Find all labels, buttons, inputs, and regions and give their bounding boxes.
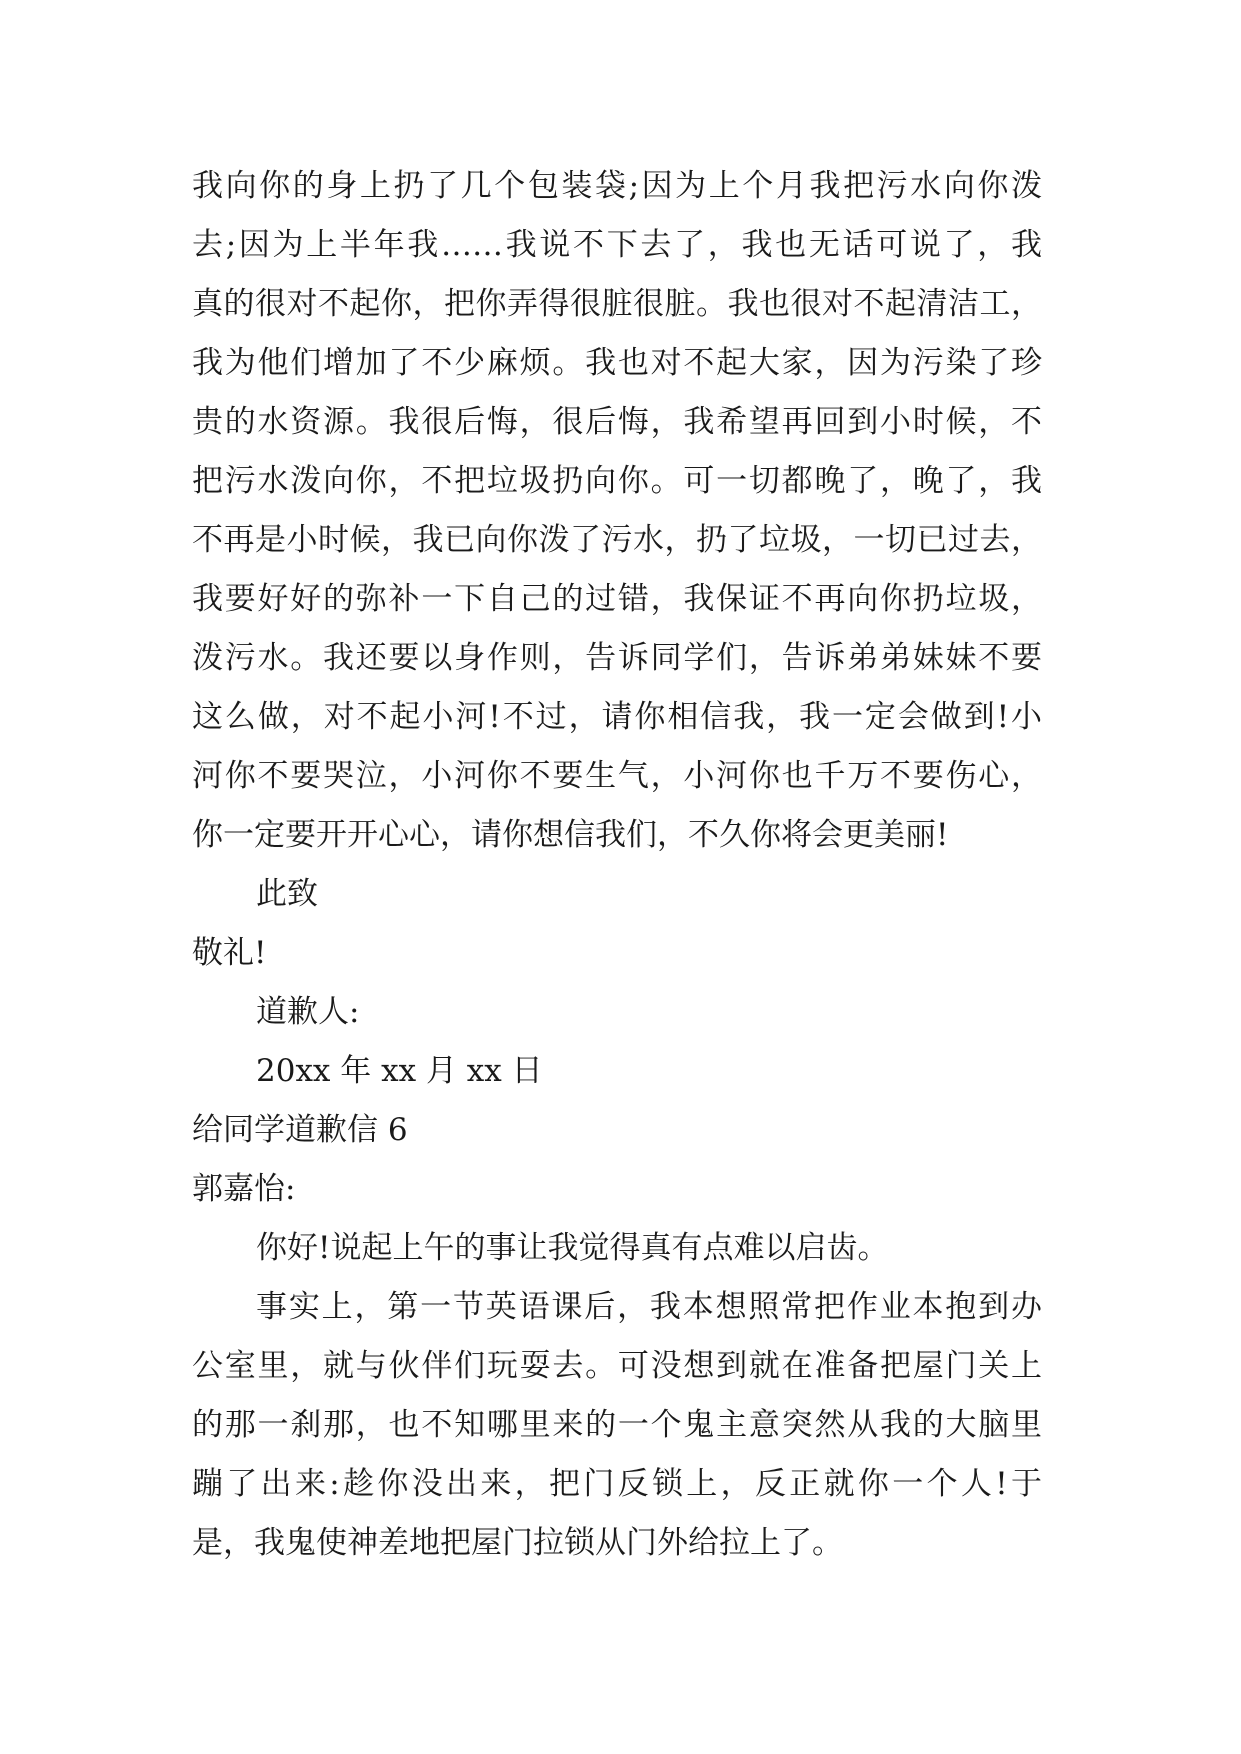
body-line: 贵的水资源。我很后悔，很后悔，我希望再回到小时候，不 xyxy=(192,404,1042,440)
greeting: 郭嘉怡: xyxy=(192,1171,296,1207)
closing: 此致 xyxy=(256,876,318,912)
body-line: 我向你的身上扔了几个包装袋;因为上个月我把污水向你泼 xyxy=(192,168,1042,204)
paragraph-line: 蹦了出来:趁你没出来，把门反锁上，反正就你一个人!于 xyxy=(192,1466,1042,1502)
date: 20xx 年 xx 月 xx 日 xyxy=(256,1053,543,1089)
paragraph-line: 的那一刹那，也不知哪里来的一个鬼主意突然从我的大脑里 xyxy=(192,1407,1042,1443)
body-line: 去;因为上半年我……我说不下去了，我也无话可说了，我 xyxy=(192,227,1042,263)
paragraph-line: 公室里，就与伙伴们玩耍去。可没想到就在准备把屋门关上 xyxy=(192,1348,1042,1384)
paragraph-line: 你好!说起上午的事让我觉得真有点难以启齿。 xyxy=(256,1230,889,1266)
body-line: 你一定要开开心心，请你想信我们，不久你将会更美丽! xyxy=(192,817,949,853)
signature: 道歉人: xyxy=(256,994,360,1030)
body-line: 这么做，对不起小河!不过，请你相信我，我一定会做到!小 xyxy=(192,699,1042,735)
body-line: 把污水泼向你，不把垃圾扔向你。可一切都晚了，晚了，我 xyxy=(192,463,1042,499)
body-line: 真的很对不起你，把你弄得很脏很脏。我也很对不起清洁工， xyxy=(192,286,1042,322)
body-line: 不再是小时候，我已向你泼了污水，扔了垃圾，一切已过去， xyxy=(192,522,1042,558)
paragraph-line: 是，我鬼使神差地把屋门拉锁从门外给拉上了。 xyxy=(192,1525,843,1561)
document-text xyxy=(192,157,1042,1573)
body-line: 我要好好的弥补一下自己的过错，我保证不再向你扔垃圾， xyxy=(192,581,1042,617)
salute: 敬礼! xyxy=(192,935,267,971)
body-line: 河你不要哭泣，小河你不要生气，小河你也千万不要伤心， xyxy=(192,758,1042,794)
body-line: 我为他们增加了不少麻烦。我也对不起大家，因为污染了珍 xyxy=(192,345,1042,381)
paragraph-line: 事实上，第一节英语课后，我本想照常把作业本抱到办 xyxy=(256,1289,1042,1325)
letter-title: 给同学道歉信 6 xyxy=(192,1112,408,1148)
body-line: 泼污水。我还要以身作则，告诉同学们，告诉弟弟妹妹不要 xyxy=(192,640,1042,676)
